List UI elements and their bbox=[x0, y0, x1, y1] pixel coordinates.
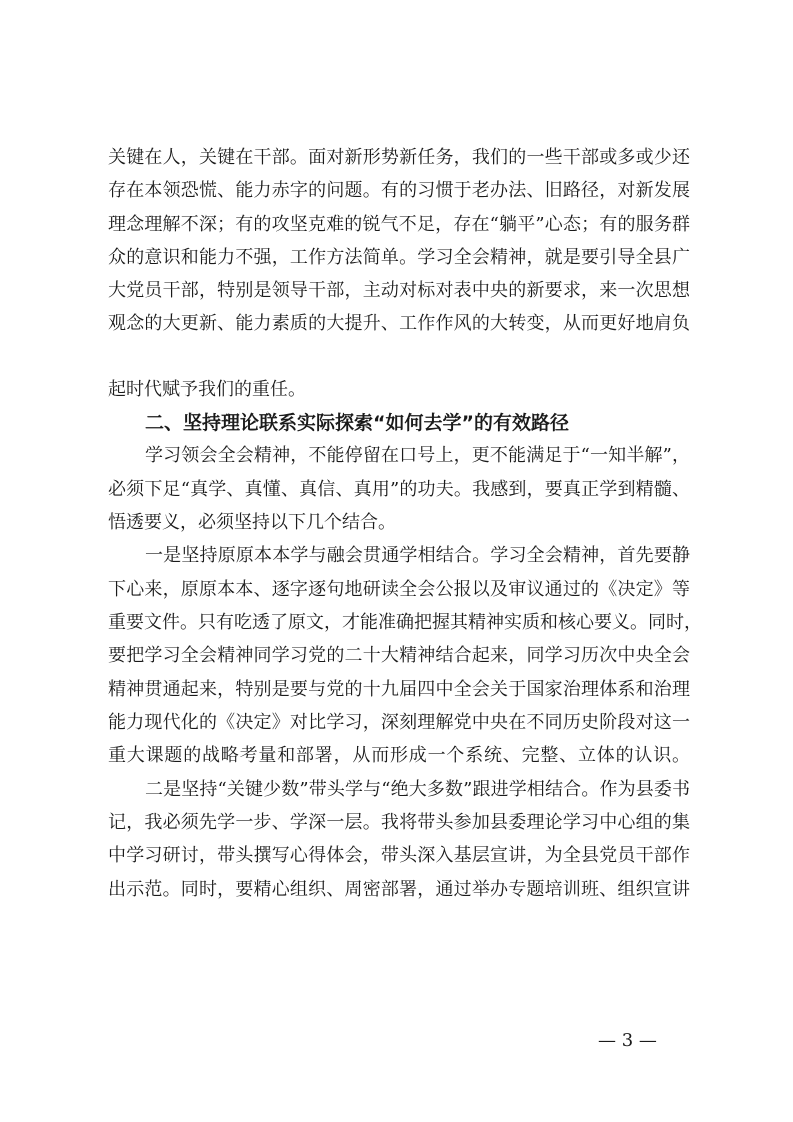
body-text-line: 理念理解不深；有的攻坚克难的锐气不足，存在“躺平”心态；有的服务群 bbox=[108, 214, 690, 235]
body-text-line: 能力现代化的《决定》对比学习，深刻理解党中央在不同历史阶段对这一 bbox=[108, 712, 690, 733]
body-text-line: 中学习研讨，带头撰写心得体会，带头深入基层宣讲，为全县党员干部作 bbox=[108, 845, 690, 866]
body-text-line: 重大课题的战略考量和部署，从而形成一个系统、完整、立体的认识。 bbox=[108, 745, 690, 766]
page-number: — 3 — bbox=[598, 1030, 657, 1051]
body-text-line: 大党员干部，特别是领导干部，主动对标对表中央的新要求，来一次思想 bbox=[108, 280, 690, 301]
body-text-line: 悟透要义，必须坚持以下几个结合。 bbox=[108, 512, 396, 533]
body-text-line: 精神贯通起来，特别是要与党的十九届四中全会关于国家治理体系和治理 bbox=[108, 679, 690, 700]
body-text-line: 存在本领恐慌、能力赤字的问题。有的习惯于老办法、旧路径，对新发展 bbox=[108, 180, 690, 201]
body-text-line: 必须下足“真学、真懂、真信、真用”的功夫。我感到，要真正学到精髓、 bbox=[108, 479, 690, 500]
body-text-line: 一是坚持原原本本学与融会贯通学相结合。学习全会精神，首先要静 bbox=[145, 545, 690, 566]
body-text-line: 众的意识和能力不强，工作方法简单。学习全会精神，就是要引导全县广 bbox=[108, 247, 690, 268]
body-text-line: 二是坚持“关键少数”带头学与“绝大多数”跟进学相结合。作为县委书 bbox=[145, 779, 690, 800]
body-text-line: 记，我必须先学一步、学深一层。我将带头参加县委理论学习中心组的集 bbox=[108, 812, 690, 833]
body-text-line: 下心来，原原本本、逐字逐句地研读全会公报以及审议通过的《决定》等 bbox=[108, 579, 690, 600]
body-text-line: 要把学习全会精神同学习党的二十大精神结合起来，同学习历次中央全会 bbox=[108, 645, 690, 666]
section-heading: 二、坚持理论联系实际探索“如何去学”的有效路径 bbox=[145, 412, 569, 434]
body-text-line: 出示范。同时，要精心组织、周密部署，通过举办专题培训班、组织宣讲 bbox=[108, 879, 690, 900]
body-text-line: 重要文件。只有吃透了原文，才能准确把握其精神实质和核心要义。同时， bbox=[108, 612, 702, 633]
body-text-line: 观念的大更新、能力素质的大提升、工作作风的大转变，从而更好地肩负 bbox=[108, 313, 690, 334]
body-text-line: 学习领会全会精神，不能停留在口号上，更不能满足于“一知半解”， bbox=[145, 445, 690, 466]
body-text-line: 关键在人，关键在干部。面对新形势新任务，我们的一些干部或多或少还 bbox=[108, 147, 690, 168]
body-text-line: 起时代赋予我们的重任。 bbox=[108, 379, 306, 400]
